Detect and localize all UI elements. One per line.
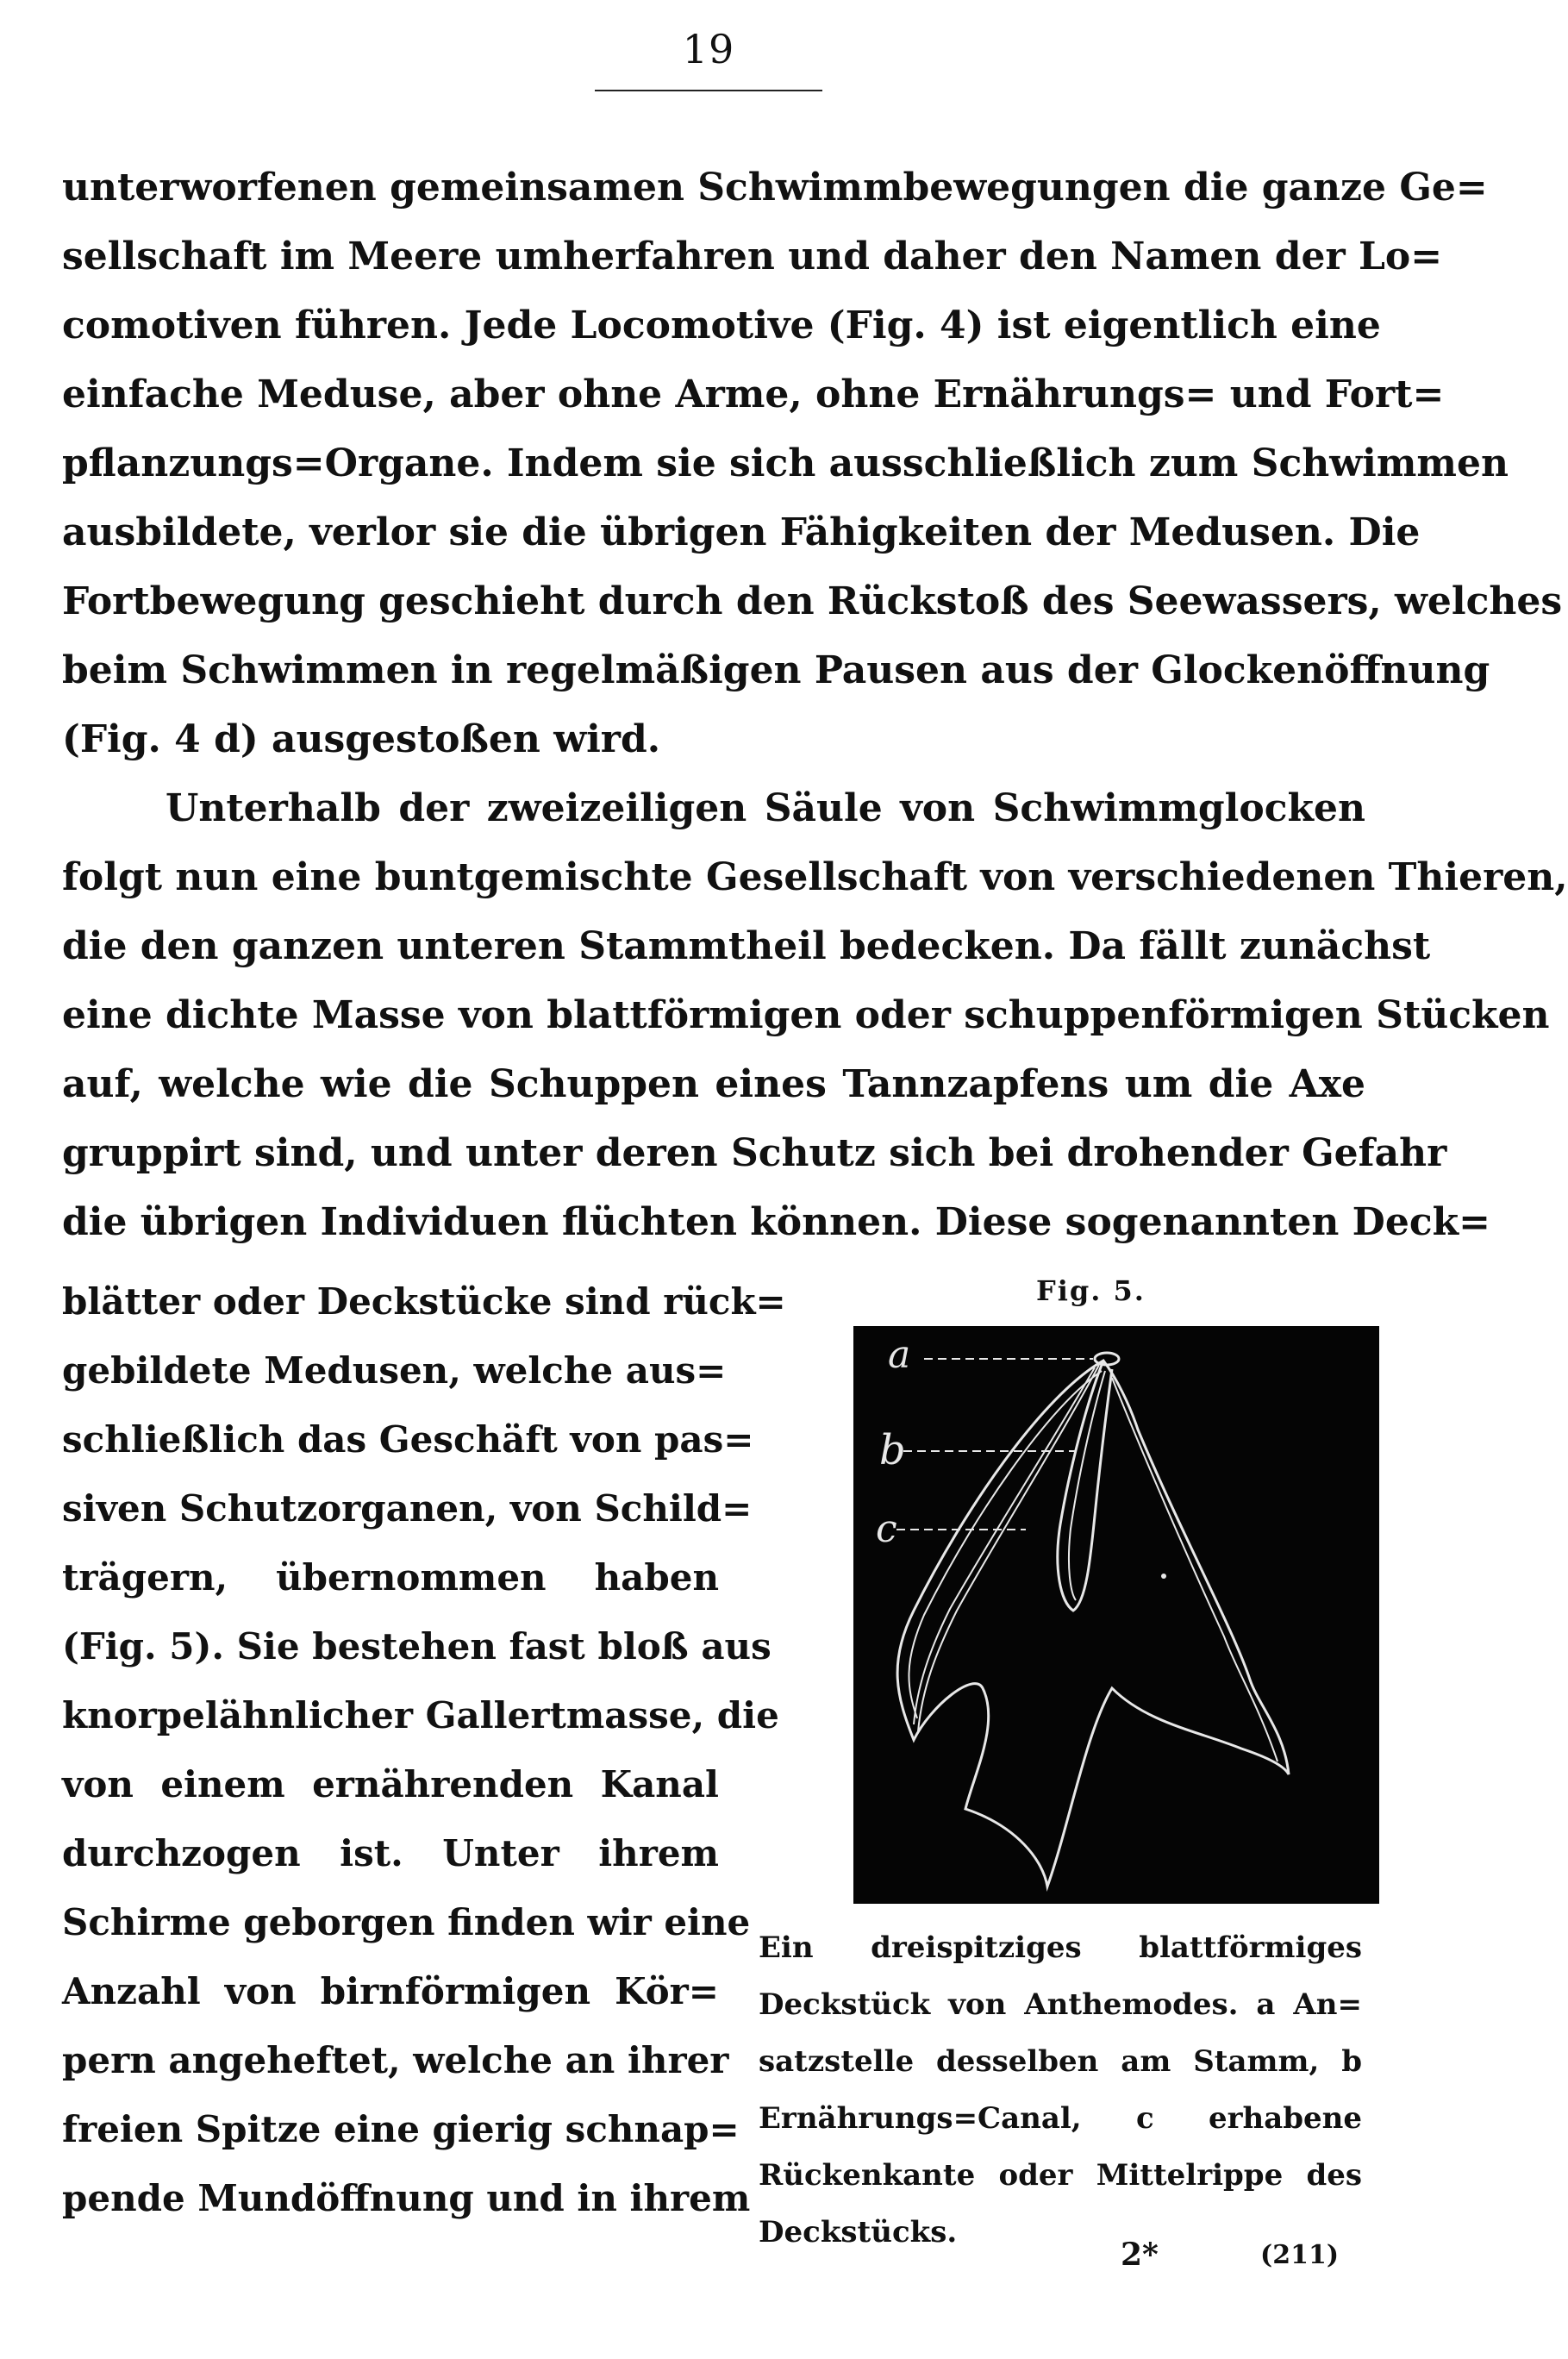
series-page-number: (211) [1260,2240,1340,2270]
text-line: eine dichte Masse von blattförmigen oder schuppenförmigen Stücken [62,993,1550,1037]
caption-line: Rückenkante oder Mittelrippe des [759,2158,1362,2193]
text-line: schließlich das Geschäft von pas= [62,1418,754,1461]
nutrient-canal [1058,1361,1112,1611]
text-line: einfache Meduse, aber ohne Arme, ohne Ernährungs= und Fort= [62,372,1445,416]
text-line: von einem ernährenden Kanal [62,1763,719,1805]
marker-c: c [876,1507,897,1551]
dorsal-ridge [918,1365,1099,1731]
text-line: pflanzungs=Organe. Indem sie sich ausschließlich zum Schwimmen [62,441,1509,485]
text-line: Schirme geborgen finden wir eine [62,1901,751,1943]
deckstueck-drawing [853,1326,1379,1904]
text-line: freien Spitze eine gierig schnap= [62,2108,740,2150]
text-line: Fortbewegung geschieht durch den Rückstoß des Seewassers, welches [62,579,1563,623]
text-line: durchzogen ist. Unter ihrem [62,1832,719,1874]
text-line: knorpelähnlicher Gallertmasse, die [62,1694,779,1736]
text-line: folgt nun eine buntgemischte Gesellschaft von verschiedenen Thieren, [62,855,1568,899]
text-line: die übrigen Individuen flüchten können. Diese sogenannten Deck= [62,1200,1490,1244]
figure-caption [759,1919,1362,2261]
caption-line: Deckstück von Anthemodes. a An= [759,1987,1362,2022]
text-line: (Fig. 5). Sie bestehen fast bloß aus [62,1625,772,1668]
figure-illustration [853,1326,1379,1904]
text-line: blätter oder Deckstücke sind rück= [62,1280,786,1323]
caption-line: satzstelle desselben am Stamm, b [759,2044,1362,2079]
text-line: comotiven führen. Jede Locomotive (Fig. 4) ist eigentlich eine [62,303,1381,347]
text-line: (Fig. 4 d) ausgestoßen wird. [62,717,661,761]
wrapped-text-block [62,1267,786,2233]
caption-line: Ernährungs=Canal, c erhabene [759,2101,1362,2136]
text-line: auf, welche wie die Schuppen eines Tannzapfens um die Axe [62,1062,1365,1106]
marker-a: a [888,1333,911,1377]
text-line: gruppirt sind, und unter deren Schutz sich bei drohender Gefahr [62,1131,1447,1175]
caption-line: Deckstücks. [759,2215,958,2249]
printer-signature: 2* [1121,2237,1159,2273]
bract-outline [897,1361,1289,1887]
caption-line: Ein dreispitziges blattförmiges [759,1930,1362,1965]
text-line: pern angeheftet, welche an ihrer [62,2039,729,2081]
header-rule [595,90,822,91]
bract-outline-inner [909,1371,1102,1718]
paragraph-start-line: Unterhalb der zweizeiligen Säule von Schwimmglocken [166,786,1365,830]
figure-label: Fig. 5. [1036,1274,1146,1307]
main-text-block [62,153,1568,1257]
text-line: unterworfenen gemeinsamen Schwimmbewegungen die ganze Ge= [62,166,1488,210]
text-line: siven Schutzorganen, von Schild= [62,1487,753,1530]
text-line: gebildete Medusen, welche aus= [62,1349,727,1392]
text-line: Anzahl von birnförmigen Kör= [62,1970,719,2012]
text-line: trägern, übernommen haben [62,1556,719,1599]
speck [1161,1574,1166,1579]
text-line: die den ganzen unteren Stammtheil bedecken. Da fällt zunächst [62,924,1431,968]
text-line: ausbildete, verlor sie die übrigen Fähigkeiten der Medusen. Die [62,510,1421,554]
page-number: 19 [682,26,735,72]
attachment-point [1095,1353,1119,1365]
text-line: pende Mundöffnung und in ihrem [62,2177,751,2219]
text-line: beim Schwimmen in regelmäßigen Pausen aus der Glockenöffnung [62,648,1490,692]
bract-outline-inner-right [1112,1378,1278,1761]
text-line: sellschaft im Meere umherfahren und daher den Namen der Lo= [62,235,1443,278]
marker-b: b [879,1426,906,1474]
